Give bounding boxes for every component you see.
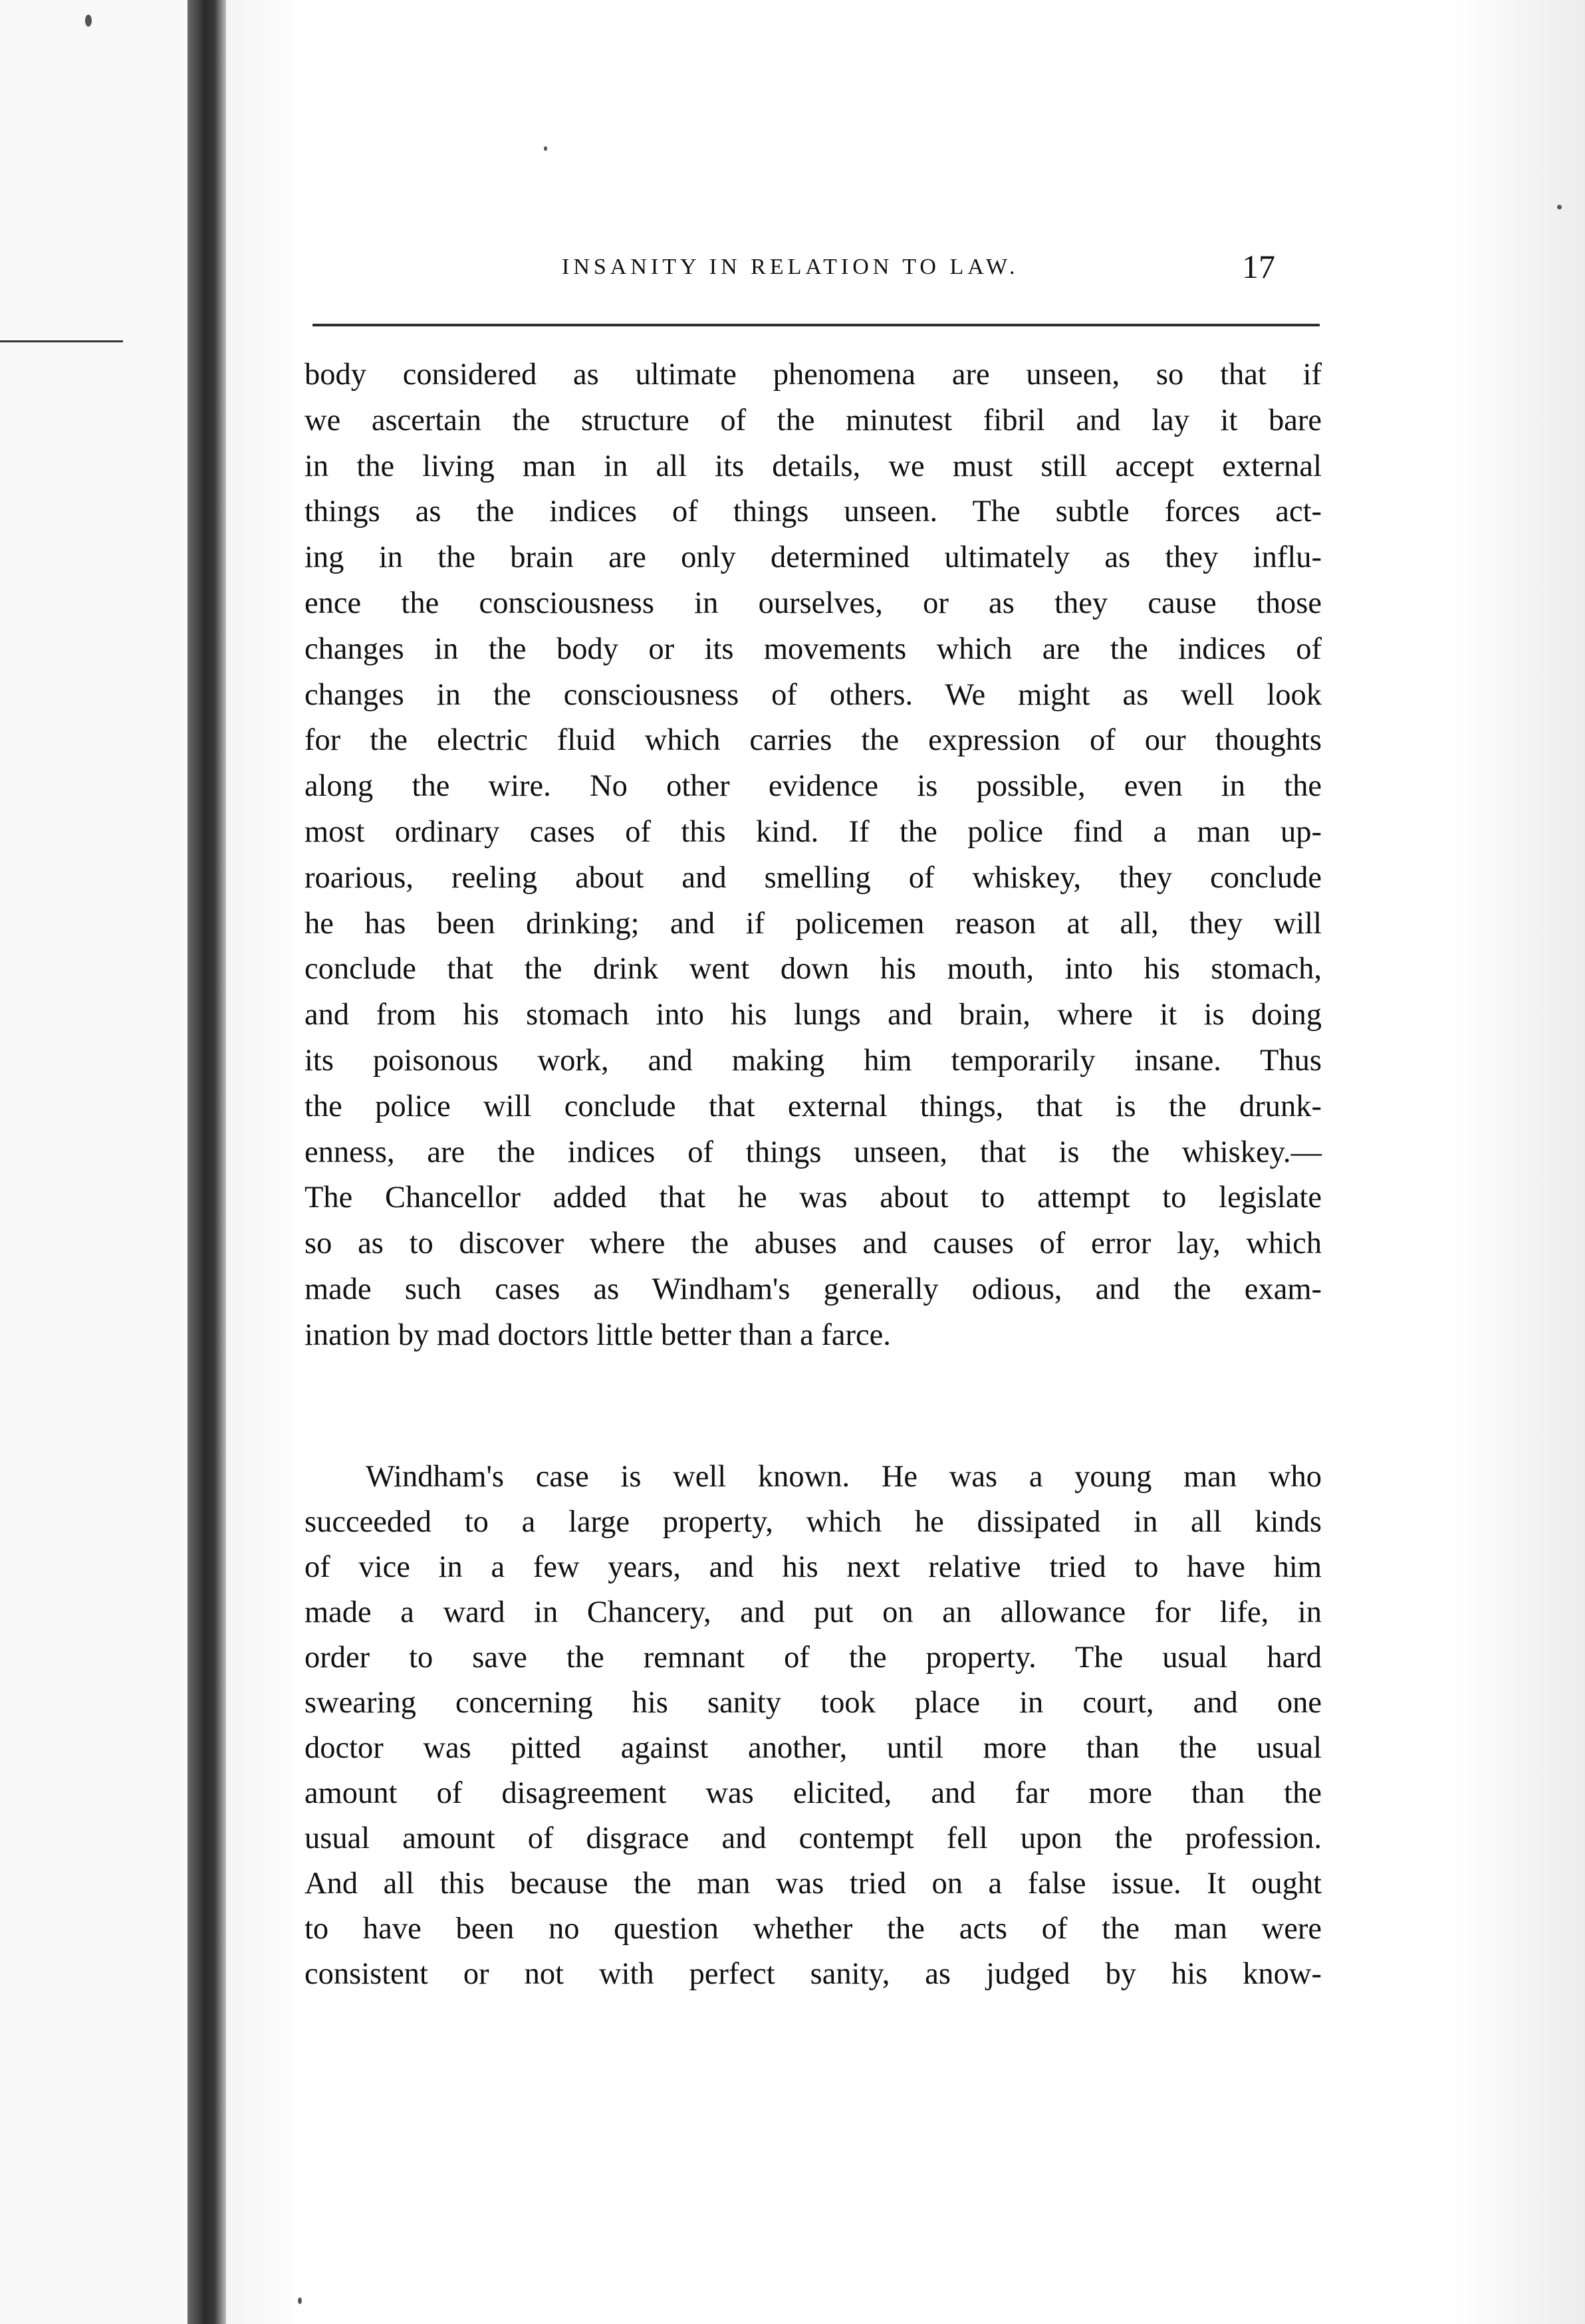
text-line: of vice in a few years, and his next relative tried to have him: [305, 1550, 1322, 1584]
text-line: doctor was pitted against another, until more than the usual: [305, 1731, 1322, 1765]
text-line: he has been drinking; and if policemen reason at all, they will: [305, 906, 1322, 941]
text-line: The Chancellor added that he was about to attempt to legislate: [305, 1181, 1322, 1215]
print-speck: [298, 2297, 302, 2304]
print-speck: [544, 146, 547, 151]
text-line: most ordinary cases of this kind. If the police find a man up-: [305, 814, 1322, 849]
text-line: things as the indices of things unseen. The subtle forces act-: [305, 495, 1322, 529]
text-line: body considered as ultimate phenomena are unseen, so that if: [305, 358, 1322, 392]
text-line: usual amount of disgrace and contempt fell upon the profession.: [305, 1821, 1322, 1855]
paragraph-1: [305, 352, 1322, 1359]
paragraph-2: [305, 1454, 1322, 1997]
text-line: to have been no question whether the acts of the man were: [305, 1912, 1322, 1946]
text-line: changes in the consciousness of others. We might as well look: [305, 677, 1322, 712]
text-line: the police will conclude that external things, that is the drunk-: [305, 1089, 1322, 1123]
running-head: INSANITY IN RELATION TO LAW.: [562, 255, 1019, 279]
facing-page-left: [0, 0, 196, 2324]
text-line: its poisonous work, and making him temporarily insane. Thus: [305, 1043, 1322, 1078]
page-number: 17: [1242, 248, 1275, 285]
text-line: order to save the remnant of the property. The usual hard: [305, 1641, 1322, 1675]
text-line: And all this because the man was tried on a false issue. It ought: [305, 1867, 1322, 1901]
text-line: succeeded to a large property, which he dissipated in all kinds: [305, 1505, 1322, 1539]
text-line: in the living man in all its details, we must still accept external: [305, 449, 1322, 483]
text-line: made such cases as Windham's generally odious, and the exam-: [305, 1272, 1322, 1306]
print-speck: [1557, 205, 1562, 209]
text-line: conclude that the drink went down his mouth, into his stomach,: [305, 952, 1322, 987]
header-rule: [312, 324, 1320, 326]
text-line: Windham's case is well known. He was a young man who: [366, 1460, 1322, 1494]
text-line: we ascertain the structure of the minutest fibril and lay it bare: [305, 403, 1322, 437]
text-line: and from his stomach into his lungs and brain, where it is doing: [305, 998, 1322, 1032]
text-line: amount of disagreement was elicited, and far more than the: [305, 1776, 1322, 1810]
text-line: made a ward in Chancery, and put on an allowance for life, in: [305, 1595, 1322, 1629]
text-line: ing in the brain are only determined ultimately as they influ-: [305, 540, 1322, 575]
text-line: roarious, reeling about and smelling of whiskey, they conclude: [305, 860, 1322, 895]
text-line: changes in the body or its movements which are the indices of: [305, 632, 1322, 666]
print-speck: [85, 15, 92, 27]
text-line: for the electric fluid which carries the expression of our thoughts: [305, 723, 1322, 758]
facing-page-rule: [0, 340, 123, 342]
text-line: ence the consciousness in ourselves, or as they cause those: [305, 586, 1322, 620]
text-line: ination by mad doctors little better than a farce.: [305, 1318, 891, 1352]
text-line: swearing concerning his sanity took place in court, and one: [305, 1686, 1322, 1720]
text-line: along the wire. No other evidence is possible, even in the: [305, 769, 1322, 804]
book-gutter: [187, 0, 226, 2324]
text-line: consistent or not with perfect sanity, as judged by his know-: [305, 1957, 1322, 1991]
text-line: so as to discover where the abuses and causes of error lay, which: [305, 1226, 1322, 1261]
text-line: enness, are the indices of things unseen, that is the whiskey.—: [305, 1135, 1322, 1169]
